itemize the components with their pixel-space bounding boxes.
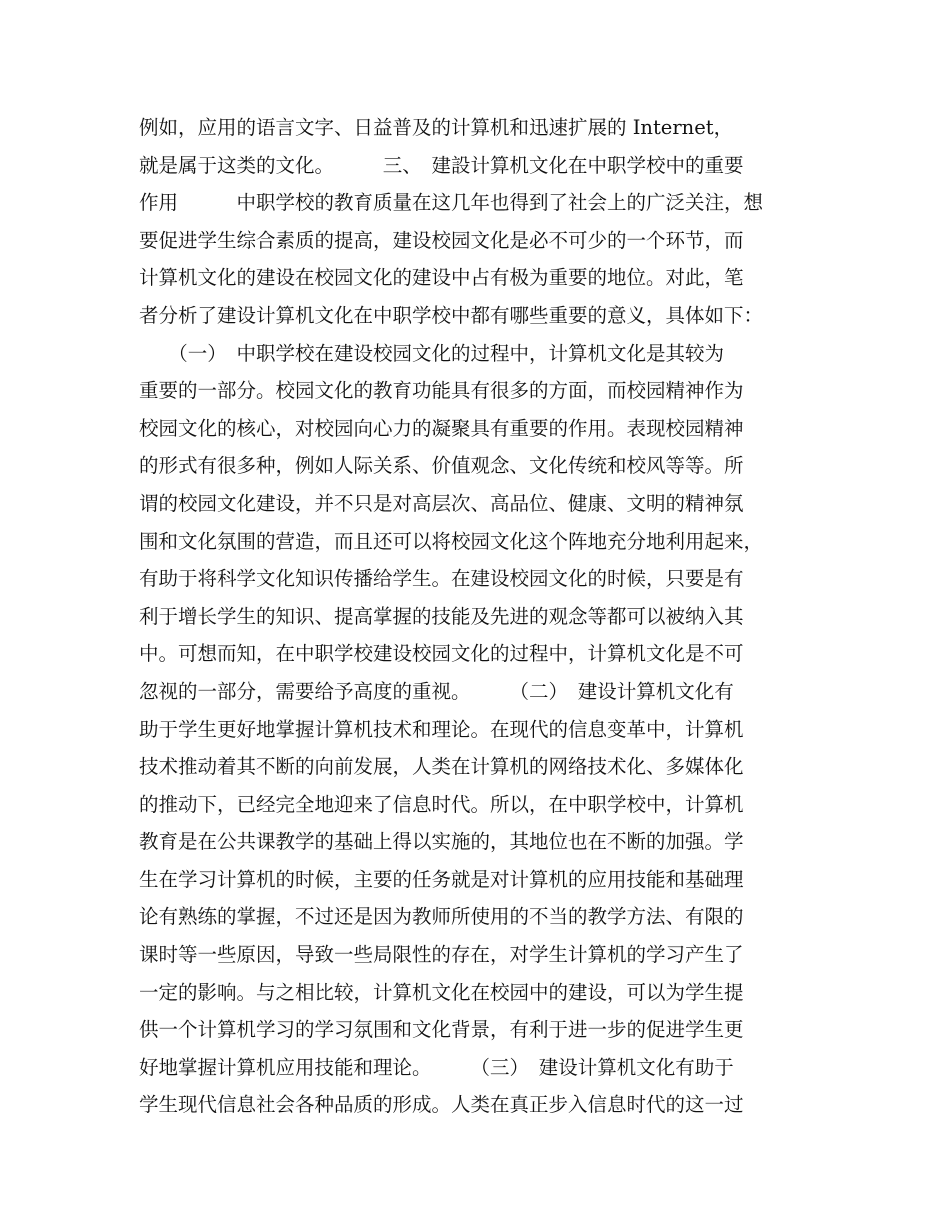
text-line: 一定的影响。与之相比较，计算机文化在校园中的建设，可以为学生提 (139, 980, 744, 1004)
text-line: 围和文化氛围的营造，而且还可以将校园文化这个阵地充分地利用起来， (139, 529, 764, 553)
text-line: 作用 中职学校的教育质量在这几年也得到了社会上的广泛关注，想 (139, 191, 764, 215)
text-line: 学生现代信息社会各种品质的形成。人类在真正步入信息时代的这一过 (139, 1093, 744, 1117)
text-line: 的形式有很多种，例如人际关系、价值观念、文化传统和校风等等。所 (139, 454, 744, 478)
text-line: 论有熟练的掌握，不过还是因为教师所使用的不当的教学方法、有限的 (139, 905, 744, 929)
text-line: 技术推动着其不断的向前发展，人类在计算机的网络技术化、多媒体化 (139, 755, 744, 779)
text-line: （一） 中职学校在建设校园文化的过程中，计算机文化是其较为 (139, 341, 725, 365)
text-line: 的推动下，已经完全地迎来了信息时代。所以，在中职学校中，计算机 (139, 792, 744, 816)
body-text (139, 109, 829, 1124)
text-line: 例如，应用的语言文字、日益普及的计算机和迅速扩展的 Internet， (139, 116, 734, 139)
text-line: 校园文化的核心，对校园向心力的凝聚具有重要的作用。表现校园精神 (139, 416, 744, 440)
text-line: 谓的校园文化建设，并不只是对高层次、高品位、健康、文明的精神氛 (139, 491, 744, 515)
text-line: 重要的一部分。校园文化的教育功能具有很多的方面，而校园精神作为 (139, 379, 744, 403)
text-line: 就是属于这类的文化。 三、 建設计算机文化在中职学校中的重要 (139, 153, 744, 177)
text-line: 助于学生更好地掌握计算机技术和理论。在现代的信息变革中，计算机 (139, 717, 744, 741)
text-line: 利于增长学生的知识、提高掌握的技能及先进的观念等都可以被纳入其 (139, 604, 744, 628)
text-line: 中。可想而知，在中职学校建设校园文化的过程中，计算机文化是不可 (139, 642, 744, 666)
text-line: 有助于将科学文化知识传播给学生。在建设校园文化的时候，只要是有 (139, 567, 744, 591)
text-line: 忽视的一部分，需要给予高度的重视。 （二） 建设计算机文化有 (139, 679, 734, 703)
text-line: 教育是在公共课教学的基础上得以实施的，其地位也在不断的加强。学 (139, 830, 744, 854)
text-line: 计算机文化的建设在校园文化的建设中占有极为重要的地位。对此，笔 (139, 266, 744, 290)
text-line: 课时等一些原因，导致一些局限性的存在，对学生计算机的学习产生了 (139, 943, 744, 967)
text-line: 好地掌握计算机应用技能和理论。 （三） 建设计算机文化有助于 (139, 1055, 734, 1079)
text-line: 要促进学生综合素质的提高，建设校园文化是必不可少的一个环节，而 (139, 228, 744, 252)
text-line: 者分析了建设计算机文化在中职学校中都有哪些重要的意义，具体如下： (139, 303, 764, 327)
text-line: 供一个计算机学习的学习氛围和文化背景，有利于进一步的促进学生更 (139, 1018, 744, 1042)
text-line: 生在学习计算机的时候，主要的任务就是对计算机的应用技能和基础理 (139, 867, 744, 891)
